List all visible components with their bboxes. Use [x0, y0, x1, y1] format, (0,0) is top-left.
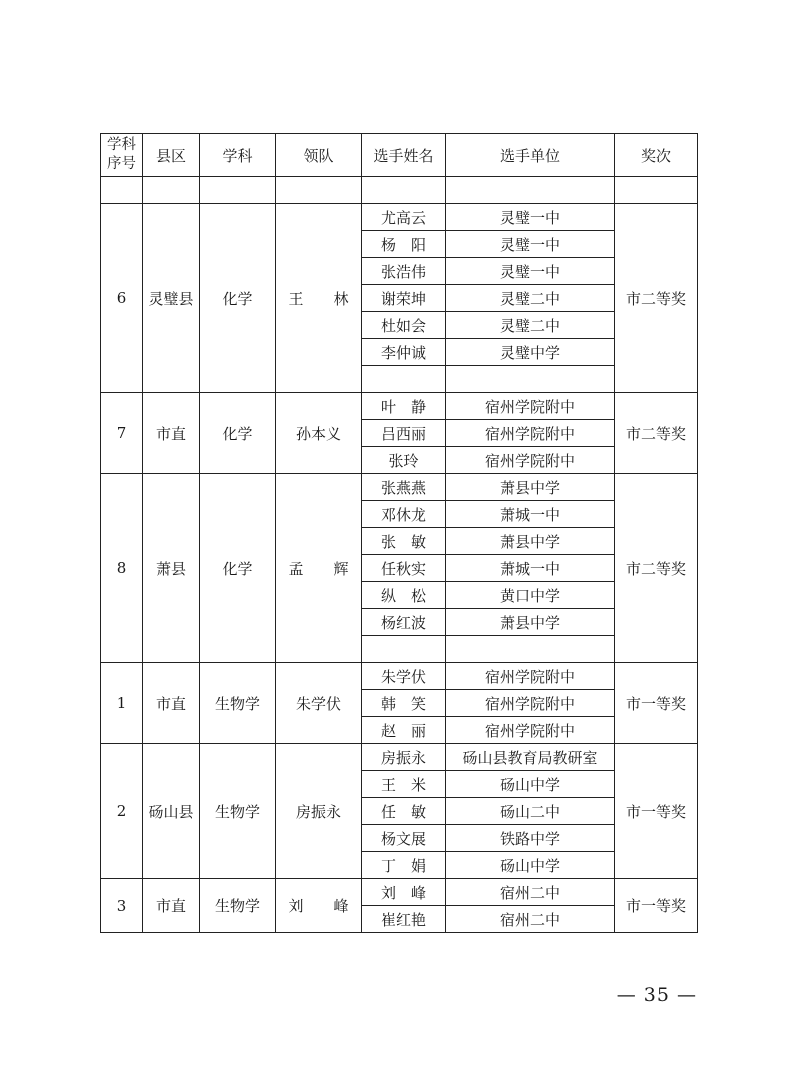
table-row: [101, 663, 698, 690]
contestant-unit: 铁路中学: [446, 825, 615, 852]
contestant-name: 韩 笑: [362, 690, 446, 717]
column-header-no: 学科序号: [101, 134, 143, 177]
contestant-unit: 萧县中学: [446, 609, 615, 636]
column-header-county: 县区: [143, 134, 200, 177]
contestant-name: 叶 静: [362, 393, 446, 420]
contestant-name: 杜如会: [362, 312, 446, 339]
column-header-unit: 选手单位: [446, 134, 615, 177]
contestant-unit: 宿州学院附中: [446, 393, 615, 420]
contestant-name: 丁 娟: [362, 852, 446, 879]
group-leader: 朱学伏: [276, 663, 362, 744]
contestant-unit: 黄口中学: [446, 582, 615, 609]
contestant-unit: 萧县中学: [446, 474, 615, 501]
blank-cell: [362, 177, 446, 204]
group-award: 市二等奖: [615, 393, 698, 474]
contestant-unit: 灵璧一中: [446, 258, 615, 285]
contestant-unit: 灵璧中学: [446, 339, 615, 366]
contestant-unit: 宿州学院附中: [446, 447, 615, 474]
contestant-unit: [446, 366, 615, 393]
group-county: 萧县: [143, 474, 200, 663]
contestant-unit: 灵璧二中: [446, 285, 615, 312]
contestant-unit: 砀山中学: [446, 852, 615, 879]
contestant-name: 吕西丽: [362, 420, 446, 447]
group-county: 市直: [143, 393, 200, 474]
group-leader: 房振永: [276, 744, 362, 879]
group-subject: 生物学: [200, 879, 276, 933]
group-subject: 生物学: [200, 744, 276, 879]
contestant-name: 张玲: [362, 447, 446, 474]
contestant-name: 任 敏: [362, 798, 446, 825]
group-award: 市一等奖: [615, 879, 698, 933]
group-leader: 孙本义: [276, 393, 362, 474]
group-county: 市直: [143, 879, 200, 933]
contestant-name: 朱学伏: [362, 663, 446, 690]
column-header-award: 奖次: [615, 134, 698, 177]
table-row: [101, 879, 698, 906]
contestant-name: 邓休龙: [362, 501, 446, 528]
contestant-name: 张燕燕: [362, 474, 446, 501]
contestant-name: 房振永: [362, 744, 446, 771]
contestant-name: 赵 丽: [362, 717, 446, 744]
group-county: 砀山县: [143, 744, 200, 879]
contestant-unit: [446, 636, 615, 663]
award-table: [100, 133, 698, 933]
table-header-row: [101, 134, 698, 177]
group-number: 8: [101, 474, 143, 663]
group-subject: 化学: [200, 204, 276, 393]
contestant-name: 杨文展: [362, 825, 446, 852]
contestant-unit: 灵璧二中: [446, 312, 615, 339]
contestant-name: 任秋实: [362, 555, 446, 582]
group-award: 市二等奖: [615, 204, 698, 393]
group-leader: 孟 辉: [276, 474, 362, 663]
contestant-name: 李仲诚: [362, 339, 446, 366]
contestant-name: 谢荣坤: [362, 285, 446, 312]
contestant-name: 刘 峰: [362, 879, 446, 906]
blank-row: [101, 177, 698, 204]
group-award: 市二等奖: [615, 474, 698, 663]
group-county: 灵璧县: [143, 204, 200, 393]
table-row: [101, 744, 698, 771]
group-number: 2: [101, 744, 143, 879]
contestant-unit: 砀山二中: [446, 798, 615, 825]
blank-cell: [101, 177, 143, 204]
blank-cell: [276, 177, 362, 204]
column-header-name: 选手姓名: [362, 134, 446, 177]
blank-cell: [143, 177, 200, 204]
contestant-unit: 宿州学院附中: [446, 663, 615, 690]
contestant-unit: 砀山县教育局教研室: [446, 744, 615, 771]
contestant-name: 杨 阳: [362, 231, 446, 258]
group-subject: 生物学: [200, 663, 276, 744]
table-row: [101, 393, 698, 420]
column-header-subject: 学科: [200, 134, 276, 177]
blank-cell: [615, 177, 698, 204]
contestant-unit: 宿州学院附中: [446, 717, 615, 744]
table-row: [101, 474, 698, 501]
group-number: 7: [101, 393, 143, 474]
group-subject: 化学: [200, 474, 276, 663]
contestant-unit: 萧城一中: [446, 555, 615, 582]
page-number: — 35 —: [616, 984, 697, 1006]
contestant-name: 张浩伟: [362, 258, 446, 285]
contestant-name: 张 敏: [362, 528, 446, 555]
contestant-name: 王 米: [362, 771, 446, 798]
contestant-unit: 砀山中学: [446, 771, 615, 798]
contestant-unit: 宿州学院附中: [446, 420, 615, 447]
contestant-unit: 宿州二中: [446, 879, 615, 906]
table-body: [101, 204, 698, 933]
group-number: 6: [101, 204, 143, 393]
contestant-unit: 灵璧一中: [446, 204, 615, 231]
blank-cell: [200, 177, 276, 204]
blank-cell: [446, 177, 615, 204]
contestant-name: [362, 366, 446, 393]
contestant-name: 崔红艳: [362, 906, 446, 933]
contestant-name: 纵 松: [362, 582, 446, 609]
column-header-leader: 领队: [276, 134, 362, 177]
group-leader: 王 林: [276, 204, 362, 393]
contestant-unit: 宿州学院附中: [446, 690, 615, 717]
contestant-unit: 灵璧一中: [446, 231, 615, 258]
group-county: 市直: [143, 663, 200, 744]
contestant-name: 杨红波: [362, 609, 446, 636]
group-leader: 刘 峰: [276, 879, 362, 933]
group-number: 3: [101, 879, 143, 933]
group-award: 市一等奖: [615, 744, 698, 879]
group-award: 市一等奖: [615, 663, 698, 744]
contestant-unit: 萧县中学: [446, 528, 615, 555]
contestant-unit: 宿州二中: [446, 906, 615, 933]
group-number: 1: [101, 663, 143, 744]
table-row: [101, 204, 698, 231]
contestant-unit: 萧城一中: [446, 501, 615, 528]
group-subject: 化学: [200, 393, 276, 474]
contestant-name: [362, 636, 446, 663]
contestant-name: 尤高云: [362, 204, 446, 231]
